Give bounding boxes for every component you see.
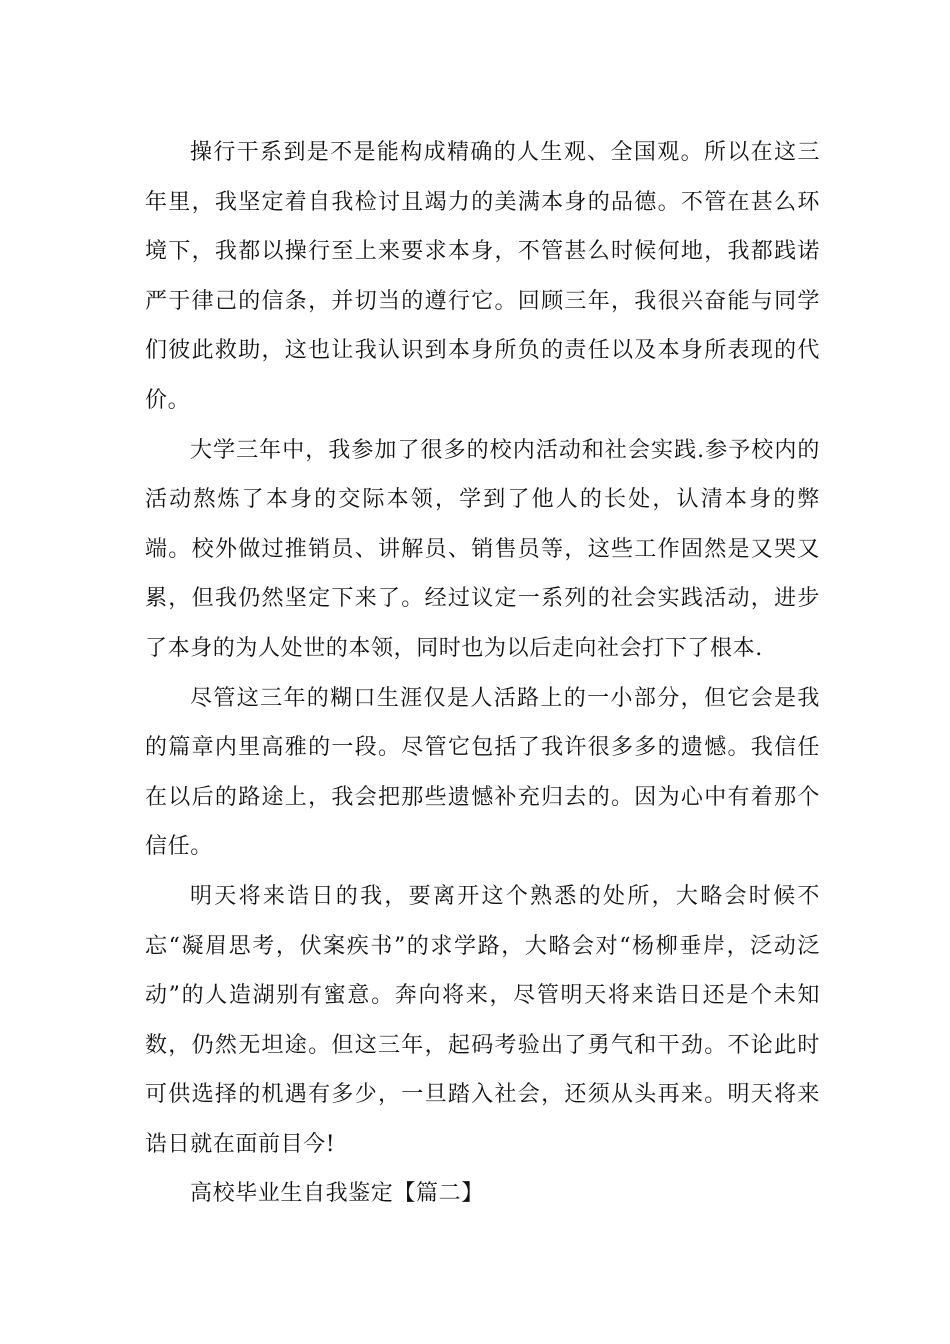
paragraph-future: 明天将来诰日的我，要离开这个熟悉的处所，大略会时候不忘“凝眉思考，伏案疾书”的求学路，大略会对“杨柳垂岸，泛动泛动”的人造湖别有蜜意。奔向将来，尽管明天将来诰日还是个未知数，仍然无坦途。但这三年，起码考验出了勇气和干劲。不论此时可供选择的机遇有多少，一旦踏入社会，还须从头再来。明天将来诰日就在面前目今! — [145, 883, 820, 1157]
paragraph-reflection: 尽管这三年的糊口生涯仅是人活路上的一小部分，但它会是我的篇章内里高雅的一段。尽管它包括了我许很多多的遗憾。我信任在以后的路途上，我会把那些遗憾补充归去的。因为心中有着那个信任。 — [145, 685, 820, 860]
paragraph-activities: 大学三年中，我参加了很多的校内活动和社会实践.参予校内的活动熬炼了本身的交际本领，学到了他人的长处，认清本身的弊端。校外做过推销员、讲解员、销售员等，这些工作固然是又哭又累，但我仍然坚定下来了。经过议定一系列的社会实践活动，进步了本身的为人处世的本领，同时也为以后走向社会打下了根本. — [145, 437, 820, 661]
paragraph-conduct: 操行干系到是不是能构成精确的人生观、全国观。所以在这三年里，我坚定着自我检讨且竭力的美满本身的品德。不管在甚么环境下，我都以操行至上来要求本身，不管甚么时候何地，我都践诺严于律己的信条，并切当的遵行它。回顾三年，我很兴奋能与同学们彼此救助，这也让我认识到本身所负的责任以及本身所表现的代价。 — [145, 140, 820, 413]
section-heading: 高校毕业生自我鉴定【篇二】 — [190, 1181, 484, 1207]
document-body — [145, 128, 820, 1219]
